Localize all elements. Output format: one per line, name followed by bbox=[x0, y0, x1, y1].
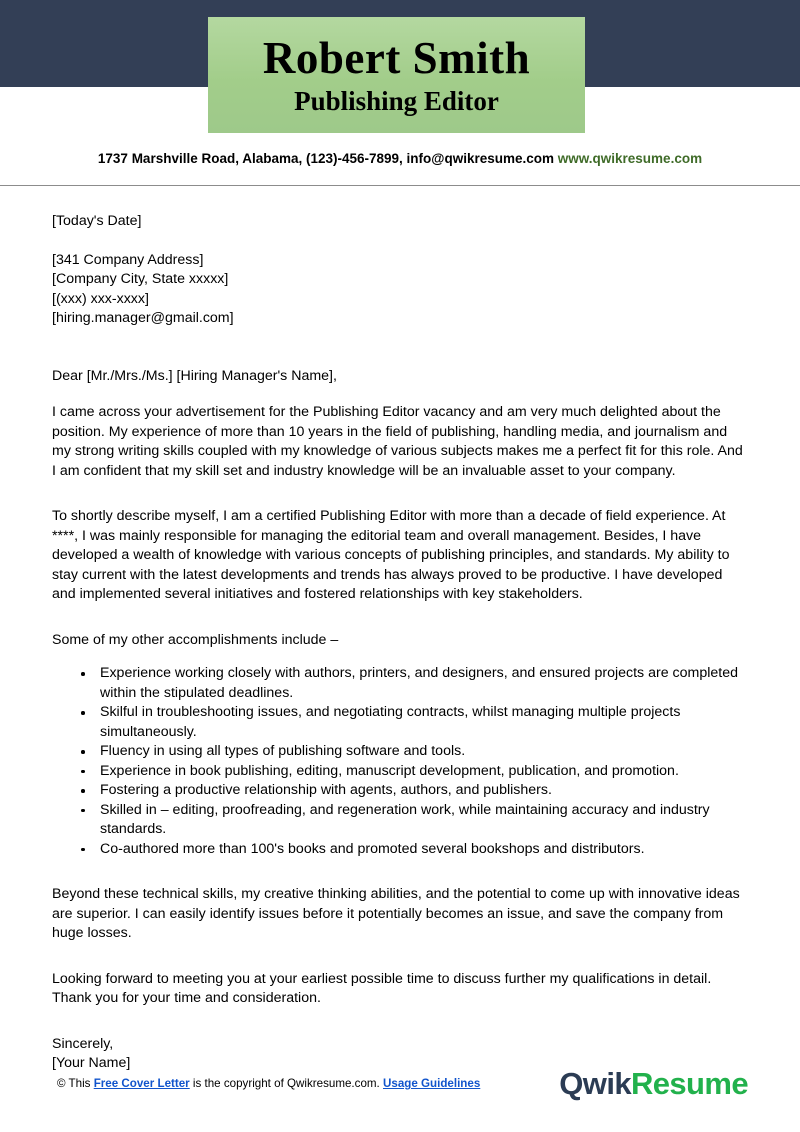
copyright-middle: is the copyright of Qwikresume.com. bbox=[189, 1077, 383, 1090]
qwikresume-logo[interactable] bbox=[559, 1062, 748, 1106]
contact-details: 1737 Marshville Road, Alabama, (123)-456-7899, info@qwikresume.com bbox=[97, 151, 555, 166]
page-title: Robert Smith bbox=[262, 33, 531, 83]
name-title-box bbox=[208, 17, 585, 133]
accomplishments-list bbox=[52, 664, 748, 859]
copyright-notice bbox=[57, 1076, 480, 1091]
salutation: Dear [Mr./Mrs./Ms.] [Hiring Manager's Name], bbox=[52, 367, 337, 384]
copyright-prefix: © This bbox=[57, 1077, 94, 1090]
signature-name: [Your Name] bbox=[52, 1055, 131, 1071]
document-footer bbox=[0, 1062, 800, 1106]
header-divider bbox=[0, 185, 800, 186]
list-item: Skilful in troubleshooting issues, and negotiating contracts, whilst managing multiple projects simultaneously. bbox=[81, 703, 748, 742]
body-paragraph-4: Looking forward to meeting you at your earliest possible time to discuss further my qualifications in detail. Thank you for your time and consideration. bbox=[52, 970, 712, 1006]
list-item: Experience working closely with authors, printers, and designers, and ensured projects are completed within the stipulated deadlines. bbox=[81, 664, 748, 703]
contact-line bbox=[0, 150, 800, 168]
body-paragraph-3: Beyond these technical skills, my creative thinking abilities, and the potential to come up with innovative ideas are superior. I can easily identify issues before it potentially becomes an issue, and save the company from huge losses. bbox=[52, 886, 740, 941]
body-paragraph-2: To shortly describe myself, I am a certified Publishing Editor with more than a decade of field experience. At ****, I was mainly responsible for managing the editorial team and overall management. Besides, I have developed a wealth of knowledge with various concepts of publishing principles, and standards. My ability to stay current with the latest developments and trends has always proved to be productive. I have developed and implemented several initiatives and fostered relationships with key stakeholders. bbox=[52, 508, 730, 602]
recipient-line: [hiring.manager@gmail.com] bbox=[52, 310, 234, 326]
letter-body bbox=[0, 188, 800, 1074]
usage-guidelines-link[interactable]: Usage Guidelines bbox=[383, 1077, 481, 1090]
job-title: Publishing Editor bbox=[294, 86, 499, 116]
document-header bbox=[0, 0, 800, 188]
recipient-address-block bbox=[52, 232, 748, 329]
list-item: Co-authored more than 100's books and promoted several bookshops and distributors. bbox=[81, 840, 748, 860]
recipient-line: [Company City, State xxxxx] bbox=[52, 271, 229, 287]
logo-part-qwik: Qwik bbox=[559, 1066, 631, 1101]
date-block bbox=[52, 188, 748, 232]
free-cover-letter-link[interactable]: Free Cover Letter bbox=[93, 1077, 190, 1090]
list-item: Experience in book publishing, editing, manuscript development, publication, and promotion. bbox=[81, 762, 748, 782]
website-link[interactable]: www.qwikresume.com bbox=[557, 151, 703, 166]
logo-part-resume: Resume bbox=[630, 1066, 748, 1101]
todays-date: [Today's Date] bbox=[52, 213, 142, 229]
recipient-line: [(xxx) xxx-xxxx] bbox=[52, 290, 149, 307]
accomplishments-intro: Some of my other accomplishments include – bbox=[52, 631, 339, 648]
closing-word: Sincerely, bbox=[52, 1035, 114, 1052]
body-paragraph-1: I came across your advertisement for the Publishing Editor vacancy and am very much delighted about the position. My experience of more than 10 years in the field of publishing, handling media, and journalism and my strong writing skills coupled with my knowledge of various subjects makes me a perfect fit for this role. And I am confident that my skill set and industry knowledge will be an invaluable asset to your company. bbox=[52, 404, 743, 479]
list-item: Skilled in – editing, proofreading, and regeneration work, while maintaining accuracy and industry standards. bbox=[81, 801, 748, 840]
list-item: Fostering a productive relationship with agents, authors, and publishers. bbox=[81, 781, 748, 801]
recipient-line: [341 Company Address] bbox=[52, 251, 204, 268]
list-item: Fluency in using all types of publishing software and tools. bbox=[81, 742, 748, 762]
